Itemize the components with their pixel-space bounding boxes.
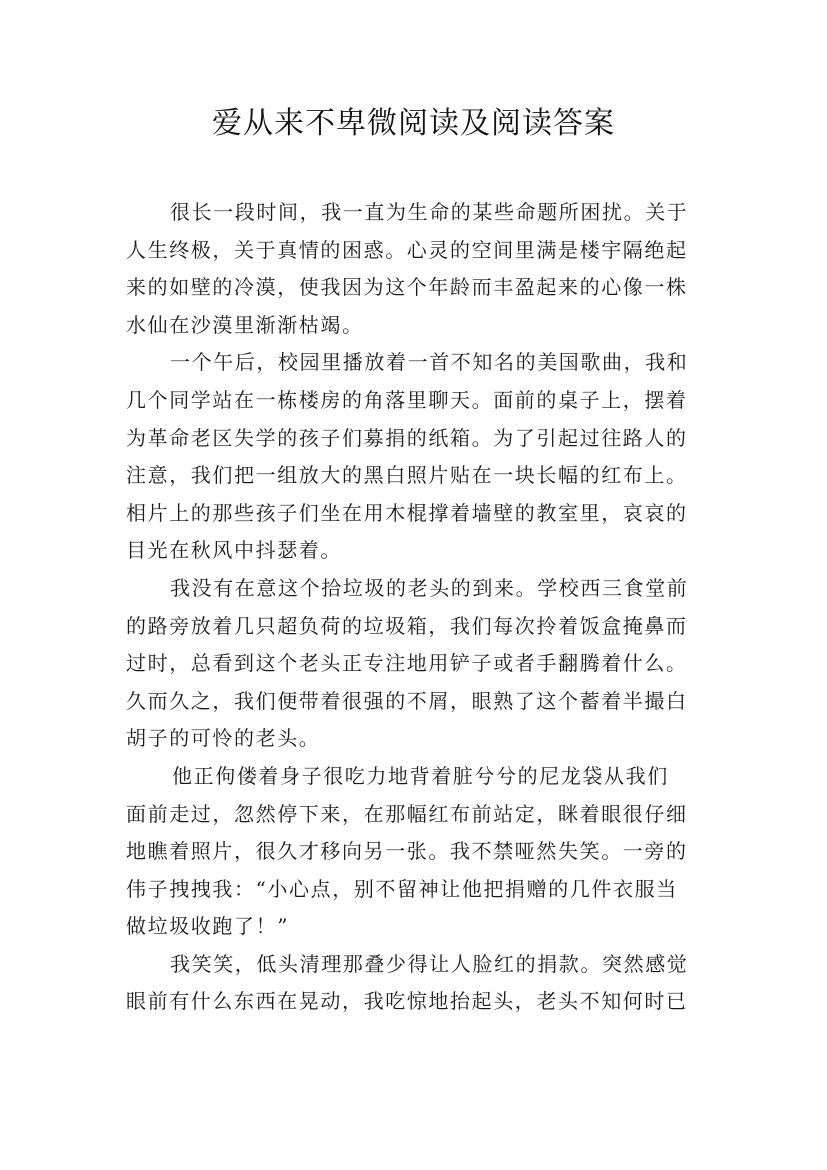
paragraph-line: 为革命老区失学的孩子们募捐的纸箱。为了引起过往路人的 [126,425,688,450]
paragraph-line: 久而久之，我们便带着很强的不屑，眼熟了这个蓄着半撮白 [126,688,688,713]
paragraph-line: 的路旁放着几只超负荷的垃圾箱，我们每次拎着饭盒掩鼻而 [126,613,688,638]
paragraph-line: 来的如壁的冷漠，使我因为这个年龄而丰盈起来的心像一株 [126,275,688,300]
document-title: 爱从来不卑微阅读及阅读答案 [212,106,615,141]
paragraph-line: 人生终极，关于真情的困惑。心灵的空间里满是楼宇隔绝起 [126,237,688,262]
paragraph-line: 目光在秋风中抖瑟着。 [126,538,342,563]
paragraph-line: 伟子拽拽我：“小心点，别不留神让他把捐赠的几件衣服当 [126,876,678,901]
paragraph-line: 胡子的可怜的老头。 [126,726,321,751]
paragraph-line: 面前走过，忽然停下来，在那幅红布前站定，眯着眼很仔细 [126,801,688,826]
paragraph-line: 眼前有什么东西在晃动，我吃惊地抬起头，老头不知何时已 [126,989,688,1014]
paragraph-line: 水仙在沙漠里渐渐枯竭。 [126,312,364,337]
paragraph-line: 我没有在意这个拾垃圾的老头的到来。学校西三食堂前 [170,575,689,600]
paragraph-line: 过时，总看到这个老头正专注地用铲子或者手翻腾着什么。 [126,651,688,676]
paragraph-line: 几个同学站在一栋楼房的角落里聊天。面前的桌子上，摆着 [126,387,688,412]
paragraph-line: 做垃圾收跑了！” [126,914,290,939]
paragraph-line: 地瞧着照片，很久才移向另一张。我不禁哑然失笑。一旁的 [126,839,688,864]
paragraph-line: 注意，我们把一组放大的黑白照片贴在一块长幅的红布上。 [126,463,688,488]
paragraph-line: 一个午后，校园里播放着一首不知名的美国歌曲，我和 [170,350,689,375]
paragraph-line: 相片上的那些孩子们坐在用木棍撑着墙壁的教室里，哀哀的 [126,500,688,525]
document-body [126,194,718,1021]
paragraph-line: 很长一段时间，我一直为生命的某些命题所困扰。关于 [170,200,689,224]
paragraph-line: 他正佝偻着身子很吃力地背着脏兮兮的尼龙袋从我们 [172,763,669,788]
paragraph-line: 我笑笑，低头清理那叠少得让人脸红的捐款。突然感觉 [170,951,689,976]
